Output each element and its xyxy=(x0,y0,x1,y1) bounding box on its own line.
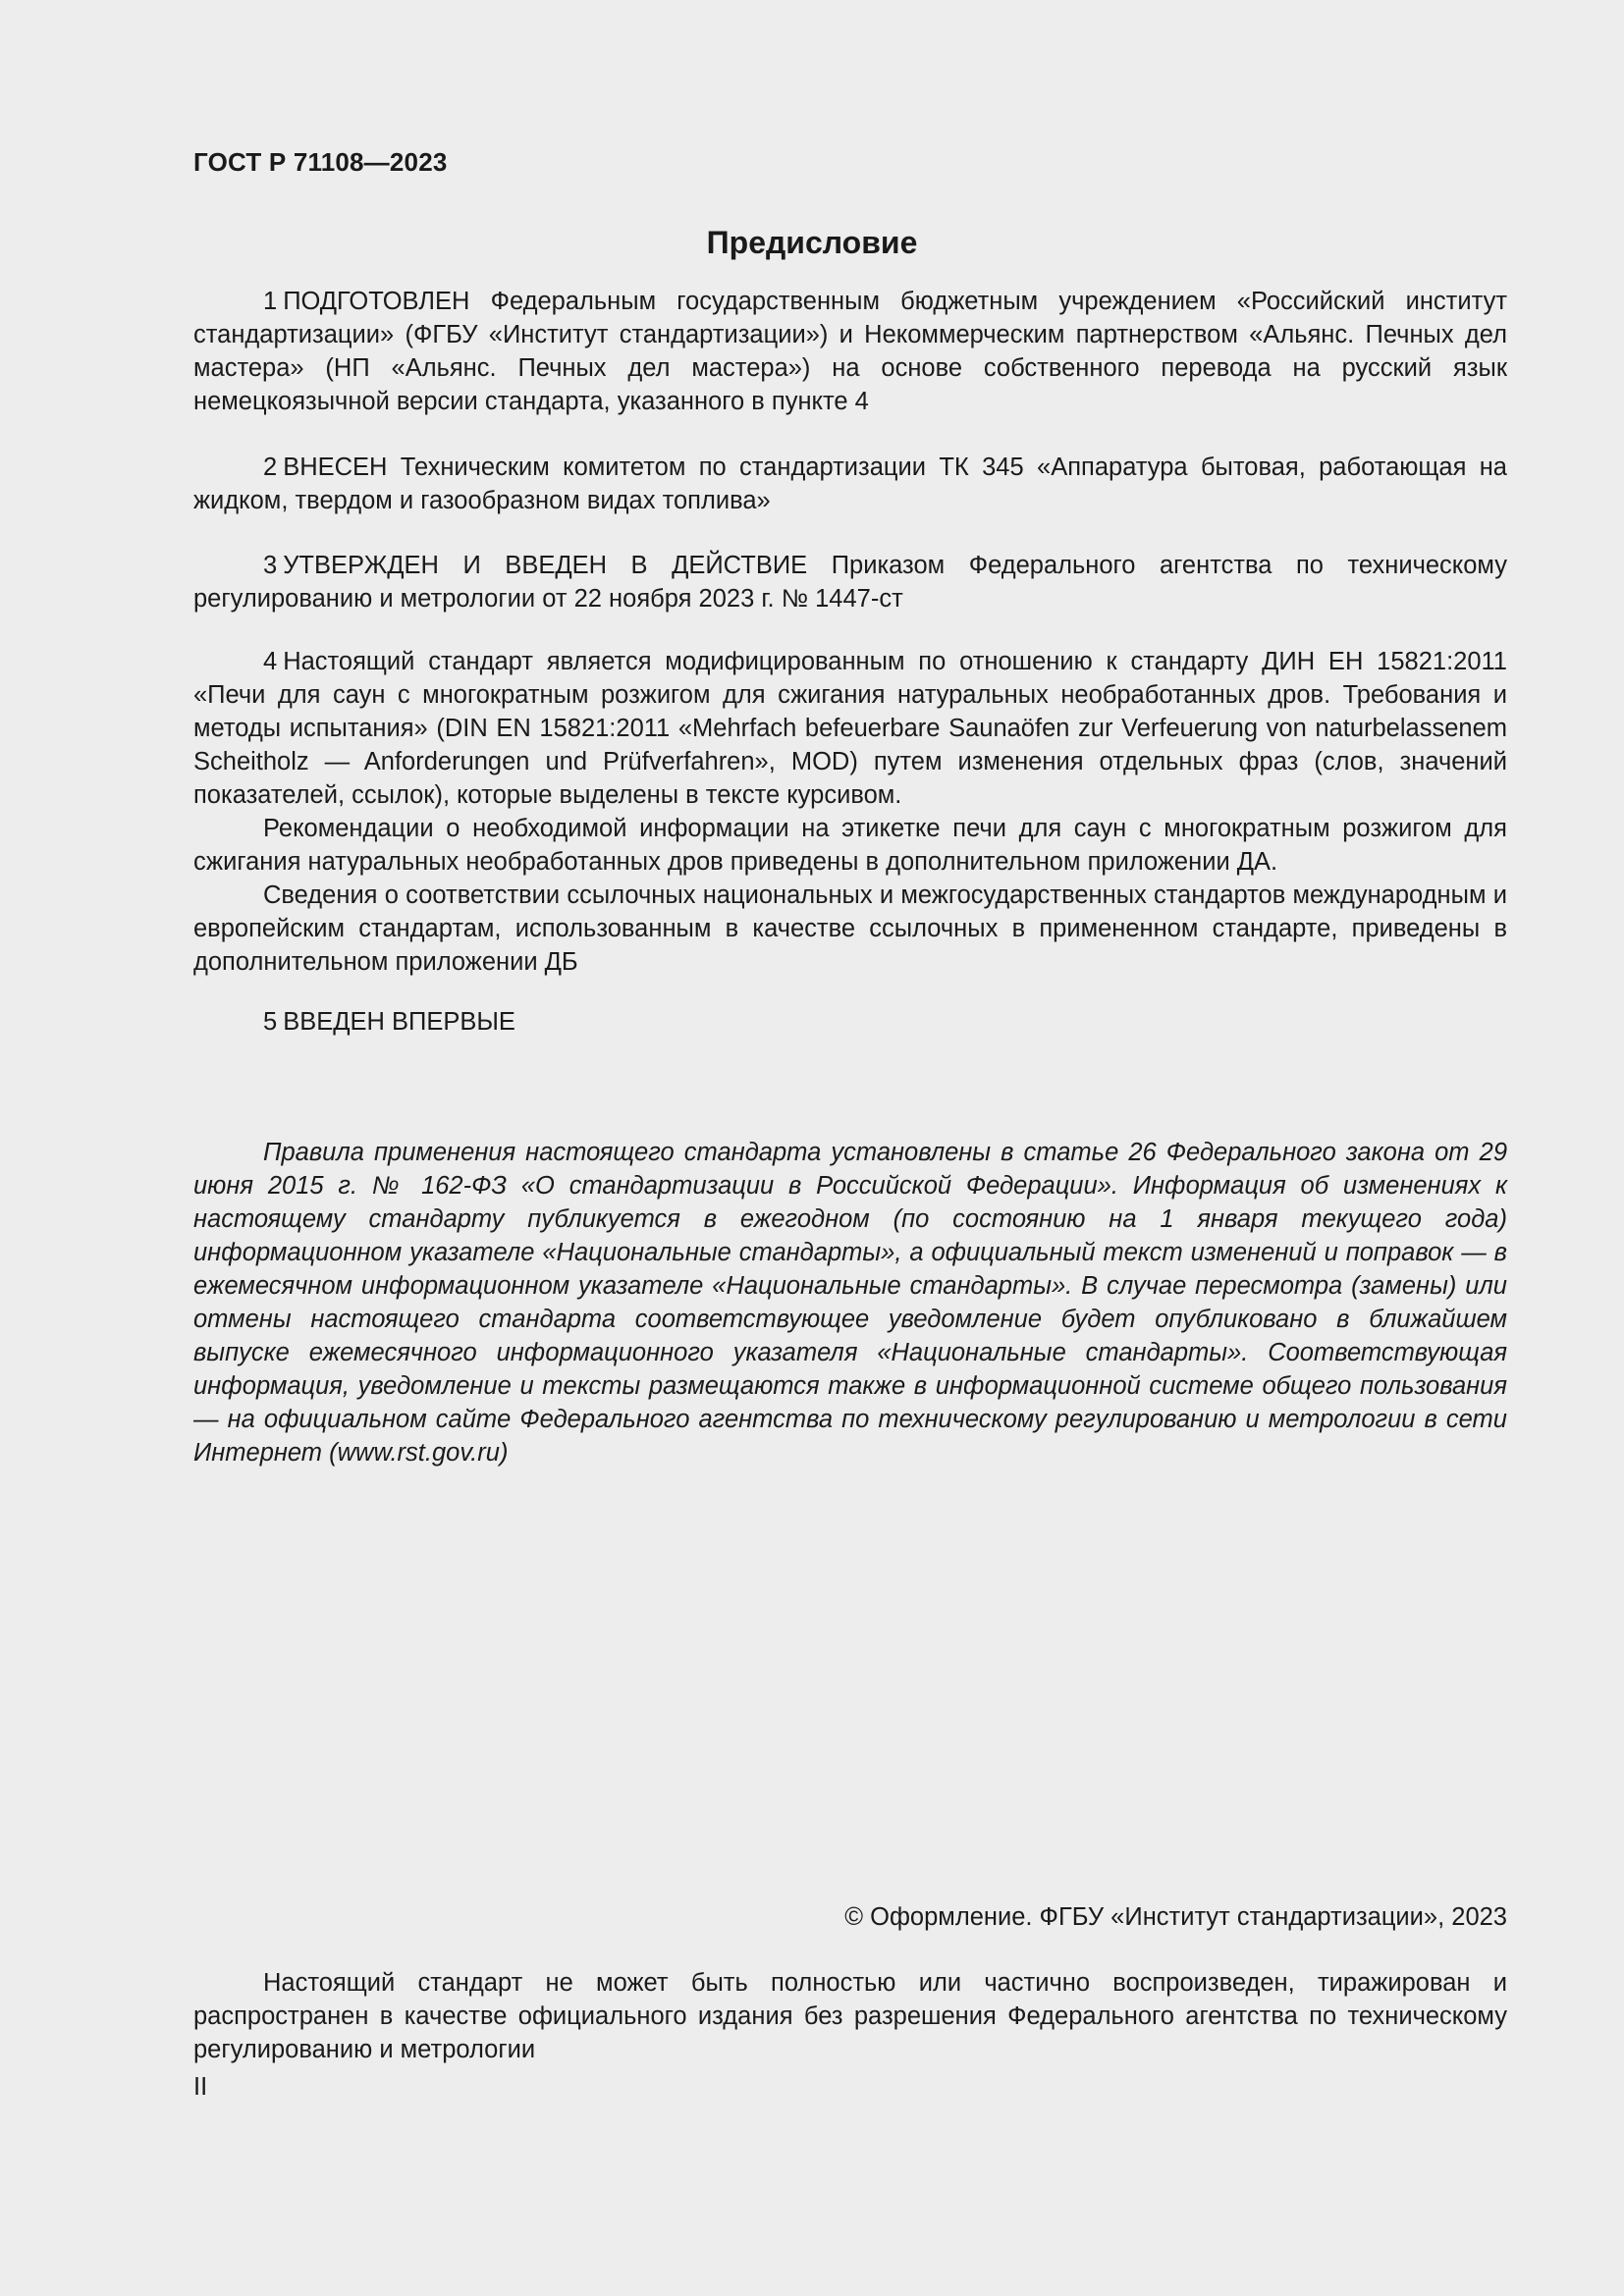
preface-item-number: 2 xyxy=(263,454,278,481)
standard-code-header: ГОСТ Р 71108—2023 xyxy=(193,147,448,177)
preface-item-text: Настоящий стандарт является модифицированным по отношению к стандарту ДИН ЕН 15821:2011 «Печи для саун с многократным розжигом для сжигания натуральных необработанных дров. Требования и методы испытания» (DIN EN 15821:2011 «Mehrfach befeuerbare Saunaöfen zur Verfeuerung von naturbelassenem Scheitholz — Anforderungen und Prüfverfahren», MOD) путем изменения отдельных фраз (слов, значений показателей, ссылок), которые выделены в тексте курсивом. xyxy=(193,648,1507,809)
preface-item-text: УТВЕРЖДЕН И ВВЕДЕН В ДЕЙСТВИЕ Приказом Федерального агентства по техническому регулированию и метрологии от 22 ноября 2023 г. № 1447-ст xyxy=(193,552,1507,613)
rules-notice-text: Правила применения настоящего стандарта установлены в статье 26 Федерального закона от 29 июня 2015 г. № 162-ФЗ «О стандартизации в Российской Федерации». Информация об изменениях к настоящему стандарту публикуется в ежегодном (по состоянию на 1 января текущего года) информационном указателе «Национальные стандарты», а официальный текст изменений и поправок — в ежемесячном информационном указателе «Национальные стандарты». В случае пересмотра (замены) или отмены настоящего стандарта соответствующее уведомление будет опубликовано в ближайшем выпуске ежемесячного информационного указателя «Национальные стандарты». Соответствующая информация, уведомление и тексты размещаются также в информационной системе общего пользования — на официальном сайте Федерального агентства по техническому регулированию и метрологии в сети Интернет (www.rst.gov.ru) xyxy=(193,1139,1507,1467)
preface-item-number: 3 xyxy=(263,552,278,579)
preface-item-5 xyxy=(193,1005,1507,1039)
preface-item-4-recommendation: Рекомендации о необходимой информации на этикетке печи для саун с многократным розжигом для сжигания натуральных необработанных дров приведены в дополнительном приложении ДА. xyxy=(193,815,1507,876)
rules-notice xyxy=(193,1136,1507,1469)
copyright-line: © Оформление. ФГБУ «Институт стандартизации», 2023 xyxy=(844,1903,1507,1931)
preface-item-4 xyxy=(193,645,1507,979)
preface-item-number: 5 xyxy=(263,1008,278,1036)
preface-title: Предисловие xyxy=(706,225,918,260)
preface-item-number: 1 xyxy=(263,288,278,315)
reproduction-notice-text: Настоящий стандарт не может быть полностью или частично воспроизведен, тиражирован и распространен в качестве официального издания без разрешения Федерального агентства по техническому регулированию и метрологии xyxy=(193,1969,1507,2063)
preface-item-2 xyxy=(193,451,1507,517)
preface-item-text: ВВЕДЕН ВПЕРВЫЕ xyxy=(283,1008,515,1036)
preface-item-text: ПОДГОТОВЛЕН Федеральным государственным бюджетным учреждением «Российский институт стандартизации» (ФГБУ «Институт стандартизации») и Некоммерческим партнерством «Альянс. Печных дел мастера» (НП «Альянс. Печных дел мастера») на основе собственного перевода на русский язык немецкоязычной версии стандарта, указанного в пункте 4 xyxy=(193,288,1507,415)
page-number: II xyxy=(193,2073,208,2101)
preface-item-text: ВНЕСЕН Техническим комитетом по стандартизации ТК 345 «Аппаратура бытовая, работающая на жидком, твердом и газообразном видах топлива» xyxy=(193,454,1507,514)
preface-item-number: 4 xyxy=(263,648,278,675)
preface-item-3 xyxy=(193,549,1507,615)
preface-item-1 xyxy=(193,285,1507,418)
preface-item-4-references: Сведения о соответствии ссылочных национальных и межгосударственных стандартов международным и европейским стандартам, использованным в качестве ссылочных в примененном стандарте, приведены в дополнительном приложении ДБ xyxy=(193,881,1507,976)
reproduction-notice xyxy=(193,1966,1507,2066)
